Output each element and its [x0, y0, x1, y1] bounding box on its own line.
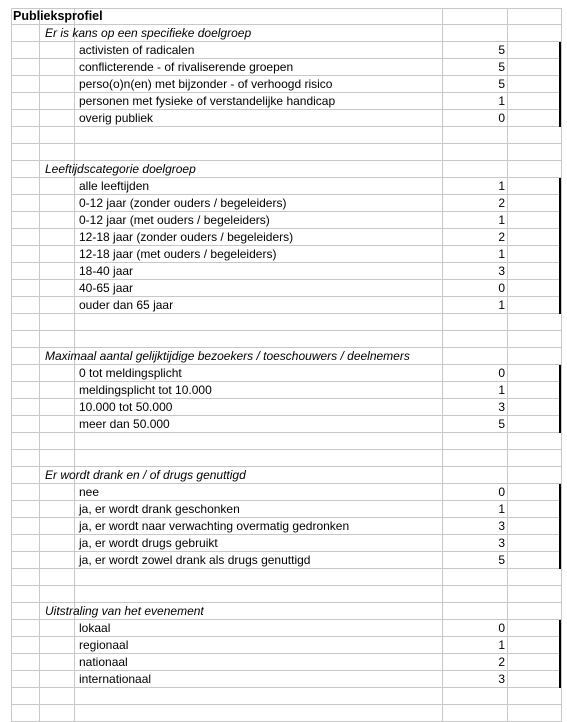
blank-row: [11, 688, 562, 705]
cell[interactable]: [40, 671, 75, 688]
cell[interactable]: [75, 144, 443, 161]
cell[interactable]: [443, 603, 508, 620]
item-label: 18-40 jaar: [79, 264, 134, 278]
cell[interactable]: [40, 688, 75, 705]
item-label: 40-65 jaar: [79, 281, 134, 295]
cell[interactable]: [40, 535, 75, 552]
item-label: meer dan 50.000: [79, 417, 170, 431]
cell[interactable]: [11, 195, 40, 212]
cell[interactable]: [443, 433, 508, 450]
item-label: 12-18 jaar (zonder ouders / begeleiders): [79, 230, 294, 244]
cell[interactable]: [75, 637, 443, 654]
item-row: [11, 416, 562, 433]
cell[interactable]: [508, 76, 562, 93]
section-row: [11, 161, 562, 178]
item-row: [11, 535, 562, 552]
cell[interactable]: [40, 620, 75, 637]
cell[interactable]: [11, 263, 40, 280]
cell[interactable]: [11, 552, 40, 569]
cell[interactable]: [443, 569, 508, 586]
cell[interactable]: [443, 161, 508, 178]
cell[interactable]: [11, 297, 40, 314]
value-cell[interactable]: 5: [443, 552, 508, 569]
cell[interactable]: [11, 348, 40, 365]
cell[interactable]: [11, 484, 40, 501]
item-label: conflicterende - of rivaliserende groepen: [79, 60, 294, 74]
item-row: [11, 399, 562, 416]
item-label: internationaal: [79, 672, 152, 686]
cell[interactable]: [508, 382, 562, 399]
cell[interactable]: [75, 688, 443, 705]
value-cell[interactable]: 1: [443, 382, 508, 399]
cell[interactable]: [508, 586, 562, 603]
section-heading: Leeftijdscategorie doelgroep: [45, 162, 196, 176]
value-cell[interactable]: 0: [443, 484, 508, 501]
blank-row: [11, 433, 562, 450]
cell[interactable]: [75, 569, 443, 586]
cell[interactable]: [11, 467, 40, 484]
cell[interactable]: [40, 518, 75, 535]
value-cell[interactable]: 1: [443, 212, 508, 229]
item-row: [11, 280, 562, 297]
value-cell[interactable]: 0: [443, 110, 508, 127]
item-label: perso(o)n(en) met bijzonder - of verhoogd risico: [79, 77, 333, 91]
cell[interactable]: [75, 314, 443, 331]
section-heading: Er wordt drank en / of drugs genuttigd: [45, 468, 246, 482]
cell[interactable]: [11, 212, 40, 229]
blank-row: [11, 586, 562, 603]
cell[interactable]: [508, 467, 562, 484]
cell[interactable]: [40, 331, 75, 348]
item-row: [11, 195, 562, 212]
cell[interactable]: [508, 671, 562, 688]
cell-border-marker: [559, 620, 561, 688]
cell[interactable]: [508, 263, 562, 280]
item-row: [11, 297, 562, 314]
cell[interactable]: [11, 416, 40, 433]
cell[interactable]: [508, 552, 562, 569]
cell[interactable]: [40, 416, 75, 433]
item-label: meldingsplicht tot 10.000: [79, 383, 212, 397]
cell[interactable]: [11, 688, 40, 705]
cell[interactable]: [508, 297, 562, 314]
cell[interactable]: [40, 365, 75, 382]
item-row: [11, 178, 562, 195]
item-label: ja, er wordt naar verwachting overmatig gedronken: [79, 519, 350, 533]
cell[interactable]: [508, 365, 562, 382]
cell[interactable]: [11, 127, 40, 144]
cell[interactable]: [508, 331, 562, 348]
cell[interactable]: [508, 212, 562, 229]
item-row: [11, 518, 562, 535]
section-heading: Uitstraling van het evenement: [45, 604, 204, 618]
cell[interactable]: [40, 195, 75, 212]
item-row: [11, 620, 562, 637]
item-label: lokaal: [79, 621, 111, 635]
cell[interactable]: [40, 586, 75, 603]
value-cell[interactable]: 0: [443, 280, 508, 297]
item-label: nationaal: [79, 655, 128, 669]
cell[interactable]: [75, 331, 443, 348]
cell[interactable]: [508, 620, 562, 637]
cell[interactable]: [508, 178, 562, 195]
cell[interactable]: [11, 518, 40, 535]
cell[interactable]: [40, 76, 75, 93]
cell[interactable]: [11, 280, 40, 297]
cell[interactable]: [508, 450, 562, 467]
cell[interactable]: [11, 93, 40, 110]
cell[interactable]: [11, 382, 40, 399]
cell[interactable]: [508, 144, 562, 161]
blank-row: [11, 569, 562, 586]
cell[interactable]: [508, 603, 562, 620]
cell[interactable]: [75, 433, 443, 450]
cell[interactable]: [11, 365, 40, 382]
cell[interactable]: [508, 399, 562, 416]
value-cell[interactable]: 5: [443, 76, 508, 93]
cell-border-marker: [559, 42, 561, 127]
cell[interactable]: [75, 586, 443, 603]
value-cell[interactable]: 1: [443, 297, 508, 314]
cell[interactable]: [40, 127, 75, 144]
cell[interactable]: [11, 229, 40, 246]
cell[interactable]: [40, 42, 75, 59]
item-row: [11, 484, 562, 501]
cell[interactable]: [508, 637, 562, 654]
value-cell[interactable]: 1: [443, 246, 508, 263]
item-label: overig publiek: [79, 111, 154, 125]
cell[interactable]: [11, 501, 40, 518]
value-cell[interactable]: 5: [443, 416, 508, 433]
cell[interactable]: [443, 450, 508, 467]
cell[interactable]: [443, 688, 508, 705]
section-row: [11, 25, 562, 42]
cell[interactable]: [11, 620, 40, 637]
title-row: [11, 8, 562, 25]
cell[interactable]: [508, 484, 562, 501]
cell[interactable]: [443, 25, 508, 42]
cell[interactable]: [40, 552, 75, 569]
item-row: [11, 42, 562, 59]
cell[interactable]: [443, 586, 508, 603]
item-label: 0-12 jaar (met ouders / begeleiders): [79, 213, 270, 227]
cell[interactable]: [443, 705, 508, 722]
value-cell[interactable]: 3: [443, 518, 508, 535]
cell[interactable]: [40, 263, 75, 280]
cell[interactable]: [40, 501, 75, 518]
cell[interactable]: [40, 569, 75, 586]
item-label: regionaal: [79, 638, 129, 652]
cell[interactable]: [11, 637, 40, 654]
cell[interactable]: [40, 246, 75, 263]
item-label: ouder dan 65 jaar: [79, 298, 174, 312]
cell[interactable]: [40, 280, 75, 297]
section-heading: Maximaal aantal gelijktijdige bezoekers / toeschouwers / deelnemers: [45, 349, 410, 363]
item-row: [11, 552, 562, 569]
cell[interactable]: [11, 144, 40, 161]
cell[interactable]: [75, 450, 443, 467]
cell[interactable]: [40, 297, 75, 314]
cell[interactable]: [75, 127, 443, 144]
cell[interactable]: [508, 688, 562, 705]
item-row: [11, 212, 562, 229]
item-row: [11, 501, 562, 518]
value-cell[interactable]: 2: [443, 229, 508, 246]
cell[interactable]: [508, 127, 562, 144]
item-label: personen met fysieke of verstandelijke handicap: [79, 94, 336, 108]
cell[interactable]: [40, 450, 75, 467]
cell[interactable]: [443, 331, 508, 348]
value-cell[interactable]: 5: [443, 42, 508, 59]
item-row: [11, 637, 562, 654]
cell[interactable]: [508, 705, 562, 722]
item-row: [11, 229, 562, 246]
cell[interactable]: [11, 399, 40, 416]
cell[interactable]: [40, 178, 75, 195]
item-label: ja, er wordt drugs gebruikt: [79, 536, 218, 550]
cell[interactable]: [40, 705, 75, 722]
item-row: [11, 365, 562, 382]
cell[interactable]: [40, 229, 75, 246]
cell[interactable]: [508, 110, 562, 127]
cell[interactable]: [508, 348, 562, 365]
cell[interactable]: [508, 25, 562, 42]
cell[interactable]: [508, 416, 562, 433]
cell[interactable]: [11, 178, 40, 195]
item-label: nee: [79, 485, 100, 499]
cell[interactable]: [508, 501, 562, 518]
item-row: [11, 654, 562, 671]
cell[interactable]: [11, 25, 40, 42]
cell[interactable]: [11, 246, 40, 263]
cell[interactable]: [75, 705, 443, 722]
cell[interactable]: [11, 671, 40, 688]
item-label: 0-12 jaar (zonder ouders / begeleiders): [79, 196, 287, 210]
blank-row: [11, 705, 562, 722]
cell[interactable]: [11, 110, 40, 127]
value-cell[interactable]: 1: [443, 93, 508, 110]
blank-row: [11, 314, 562, 331]
cell[interactable]: [508, 161, 562, 178]
item-row: [11, 671, 562, 688]
cell[interactable]: [40, 93, 75, 110]
item-label: alle leeftijden: [79, 179, 150, 193]
cell[interactable]: [443, 467, 508, 484]
item-label: activisten of radicalen: [79, 43, 195, 57]
cell-border-marker: [559, 365, 561, 433]
value-cell[interactable]: 3: [443, 535, 508, 552]
cell[interactable]: [508, 246, 562, 263]
cell[interactable]: [508, 518, 562, 535]
item-row: [11, 263, 562, 280]
cell[interactable]: [75, 484, 443, 501]
cell[interactable]: [11, 42, 40, 59]
item-row: [11, 246, 562, 263]
cell[interactable]: [11, 59, 40, 76]
cell[interactable]: [508, 229, 562, 246]
cell[interactable]: [443, 127, 508, 144]
cell[interactable]: [11, 76, 40, 93]
value-cell[interactable]: 3: [443, 263, 508, 280]
value-cell[interactable]: 0: [443, 365, 508, 382]
blank-row: [11, 127, 562, 144]
cell[interactable]: [75, 654, 443, 671]
cell[interactable]: [11, 161, 40, 178]
cell[interactable]: [11, 450, 40, 467]
cell[interactable]: [11, 569, 40, 586]
cell[interactable]: [508, 314, 562, 331]
cell[interactable]: [508, 433, 562, 450]
cell-border-marker: [559, 484, 561, 569]
sheet-title: Publieksprofiel: [13, 9, 103, 23]
cell[interactable]: [11, 535, 40, 552]
section-row: [11, 348, 562, 365]
cell[interactable]: [508, 93, 562, 110]
item-label: 12-18 jaar (met ouders / begeleiders): [79, 247, 277, 261]
cell[interactable]: [508, 280, 562, 297]
value-cell[interactable]: 1: [443, 178, 508, 195]
cell[interactable]: [11, 331, 40, 348]
item-label: ja, er wordt drank geschonken: [79, 502, 240, 516]
value-cell[interactable]: 1: [443, 637, 508, 654]
cell[interactable]: [40, 654, 75, 671]
value-cell[interactable]: 3: [443, 399, 508, 416]
item-row: [11, 93, 562, 110]
cell[interactable]: [11, 705, 40, 722]
value-cell[interactable]: 1: [443, 501, 508, 518]
cell[interactable]: [75, 8, 443, 25]
cell[interactable]: [40, 637, 75, 654]
cell[interactable]: [40, 144, 75, 161]
value-cell[interactable]: 3: [443, 671, 508, 688]
cell[interactable]: [508, 569, 562, 586]
cell[interactable]: [508, 654, 562, 671]
cell[interactable]: [11, 314, 40, 331]
cell[interactable]: [40, 382, 75, 399]
blank-row: [11, 450, 562, 467]
section-heading: Er is kans op een specifieke doelgroep: [45, 26, 252, 40]
item-row: [11, 76, 562, 93]
value-cell[interactable]: 2: [443, 654, 508, 671]
cell[interactable]: [40, 314, 75, 331]
cell[interactable]: [40, 212, 75, 229]
cell[interactable]: [40, 399, 75, 416]
cell[interactable]: [443, 314, 508, 331]
cell[interactable]: [443, 144, 508, 161]
section-row: [11, 603, 562, 620]
cell[interactable]: [11, 654, 40, 671]
blank-row: [11, 331, 562, 348]
cell[interactable]: [40, 433, 75, 450]
item-row: [11, 110, 562, 127]
value-cell[interactable]: 0: [443, 620, 508, 637]
value-cell[interactable]: 2: [443, 195, 508, 212]
cell[interactable]: [443, 8, 508, 25]
cell[interactable]: [11, 586, 40, 603]
cell-border-marker: [559, 178, 561, 314]
item-row: [11, 382, 562, 399]
cell[interactable]: [40, 110, 75, 127]
cell[interactable]: [40, 484, 75, 501]
item-label: ja, er wordt zowel drank als drugs genuttigd: [79, 553, 311, 567]
cell[interactable]: [40, 59, 75, 76]
cell[interactable]: [75, 620, 443, 637]
item-row: [11, 59, 562, 76]
item-label: 10.000 tot 50.000: [79, 400, 173, 414]
cell[interactable]: [508, 195, 562, 212]
item-label: 0 tot meldingsplicht: [79, 366, 182, 380]
section-row: [11, 467, 562, 484]
cell[interactable]: [508, 42, 562, 59]
cell[interactable]: [508, 535, 562, 552]
value-cell[interactable]: 5: [443, 59, 508, 76]
cell[interactable]: [508, 8, 562, 25]
cell[interactable]: [508, 59, 562, 76]
cell[interactable]: [11, 433, 40, 450]
blank-row: [11, 144, 562, 161]
cell[interactable]: [443, 348, 508, 365]
cell[interactable]: [11, 603, 40, 620]
